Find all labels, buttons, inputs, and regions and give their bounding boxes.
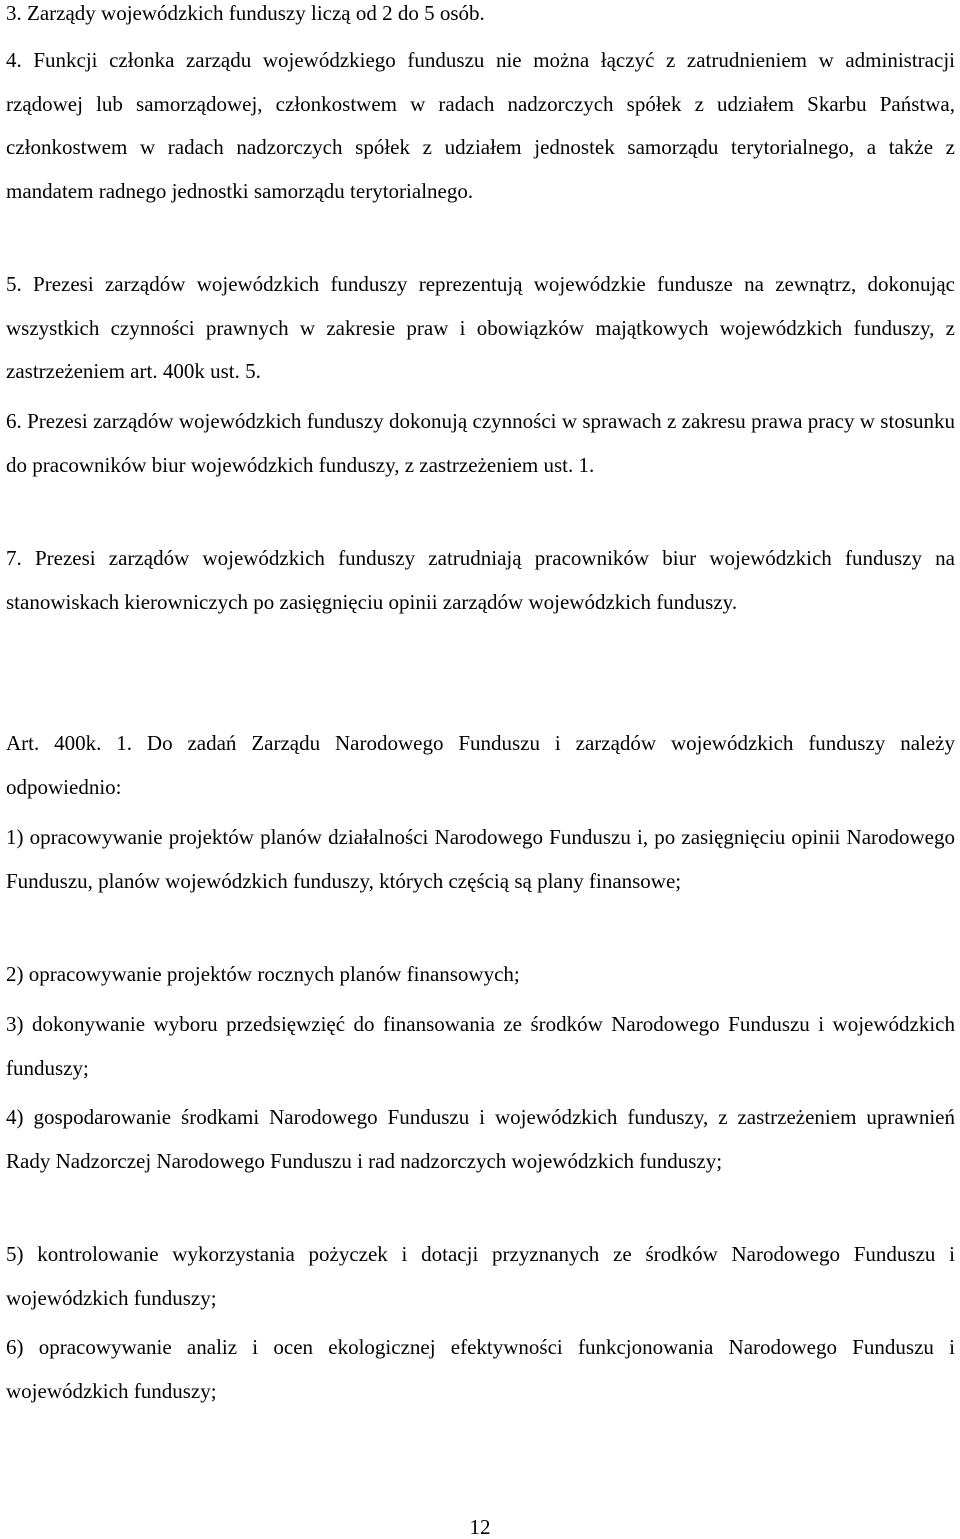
paragraph-3: 3. Zarządy wojewódzkich funduszy liczą od 2 do 5 osób. — [6, 1, 485, 25]
paragraph-5: 5. Prezesi zarządów wojewódzkich funduszy reprezentują wojewódzkie fundusze na zewnątrz, dokonując wszystkich czynności prawnych w zakresie praw i obowiązków majątkowych wojewódzkich funduszy, z zastrzeżeniem art. 400k ust. 5. — [6, 272, 955, 383]
page-number: 12 — [469, 1515, 491, 1539]
list-item-1: 1) opracowywanie projektów planów działalności Narodowego Funduszu i, po zasięgnięciu opinii Narodowego Funduszu, planów wojewódzkich funduszy, których częścią są plany finansowe; — [6, 825, 955, 893]
list-item-5: 5) kontrolowanie wykorzystania pożyczek i dotacji przyznanych ze środków Narodowego Funduszu i wojewódzkich funduszy; — [6, 1242, 955, 1310]
article-400k-heading: Art. 400k. 1. Do zadań Zarządu Narodowego Funduszu i zarządów wojewódzkich funduszy należy odpowiednio: — [6, 731, 955, 799]
paragraph-6: 6. Prezesi zarządów wojewódzkich funduszy dokonują czynności w sprawach z zakresu prawa pracy w stosunku do pracowników biur wojewódzkich funduszy, z zastrzeżeniem ust. 1. — [6, 409, 955, 477]
list-item-3: 3) dokonywanie wyboru przedsięwzięć do finansowania ze środków Narodowego Funduszu i wojewódzkich funduszy; — [6, 1012, 955, 1080]
paragraph-7: 7. Prezesi zarządów wojewódzkich funduszy zatrudniają pracowników biur wojewódzkich funduszy na stanowiskach kierowniczych po zasięgnięciu opinii zarządów wojewódzkich funduszy. — [6, 546, 955, 614]
paragraph-4: 4. Funkcji członka zarządu wojewódzkiego funduszu nie można łączyć z zatrudnieniem w administracji rządowej lub samorządowej, członkostwem w radach nadzorczych spółek z udziałem Skarbu Państwa, członkostwem w radach nadzorczych spółek z udziałem jednostek samorządu terytorialnego, a także z mandatem radnego jednostki samorządu terytorialnego. — [6, 48, 955, 203]
list-item-6: 6) opracowywanie analiz i ocen ekologicznej efektywności funkcjonowania Narodowego Funduszu i wojewódzkich funduszy; — [6, 1335, 955, 1403]
list-item-4: 4) gospodarowanie środkami Narodowego Funduszu i wojewódzkich funduszy, z zastrzeżeniem uprawnień Rady Nadzorczej Narodowego Funduszu i rad nadzorczych wojewódzkich funduszy; — [6, 1105, 955, 1173]
list-item-2: 2) opracowywanie projektów rocznych planów finansowych; — [6, 962, 520, 986]
